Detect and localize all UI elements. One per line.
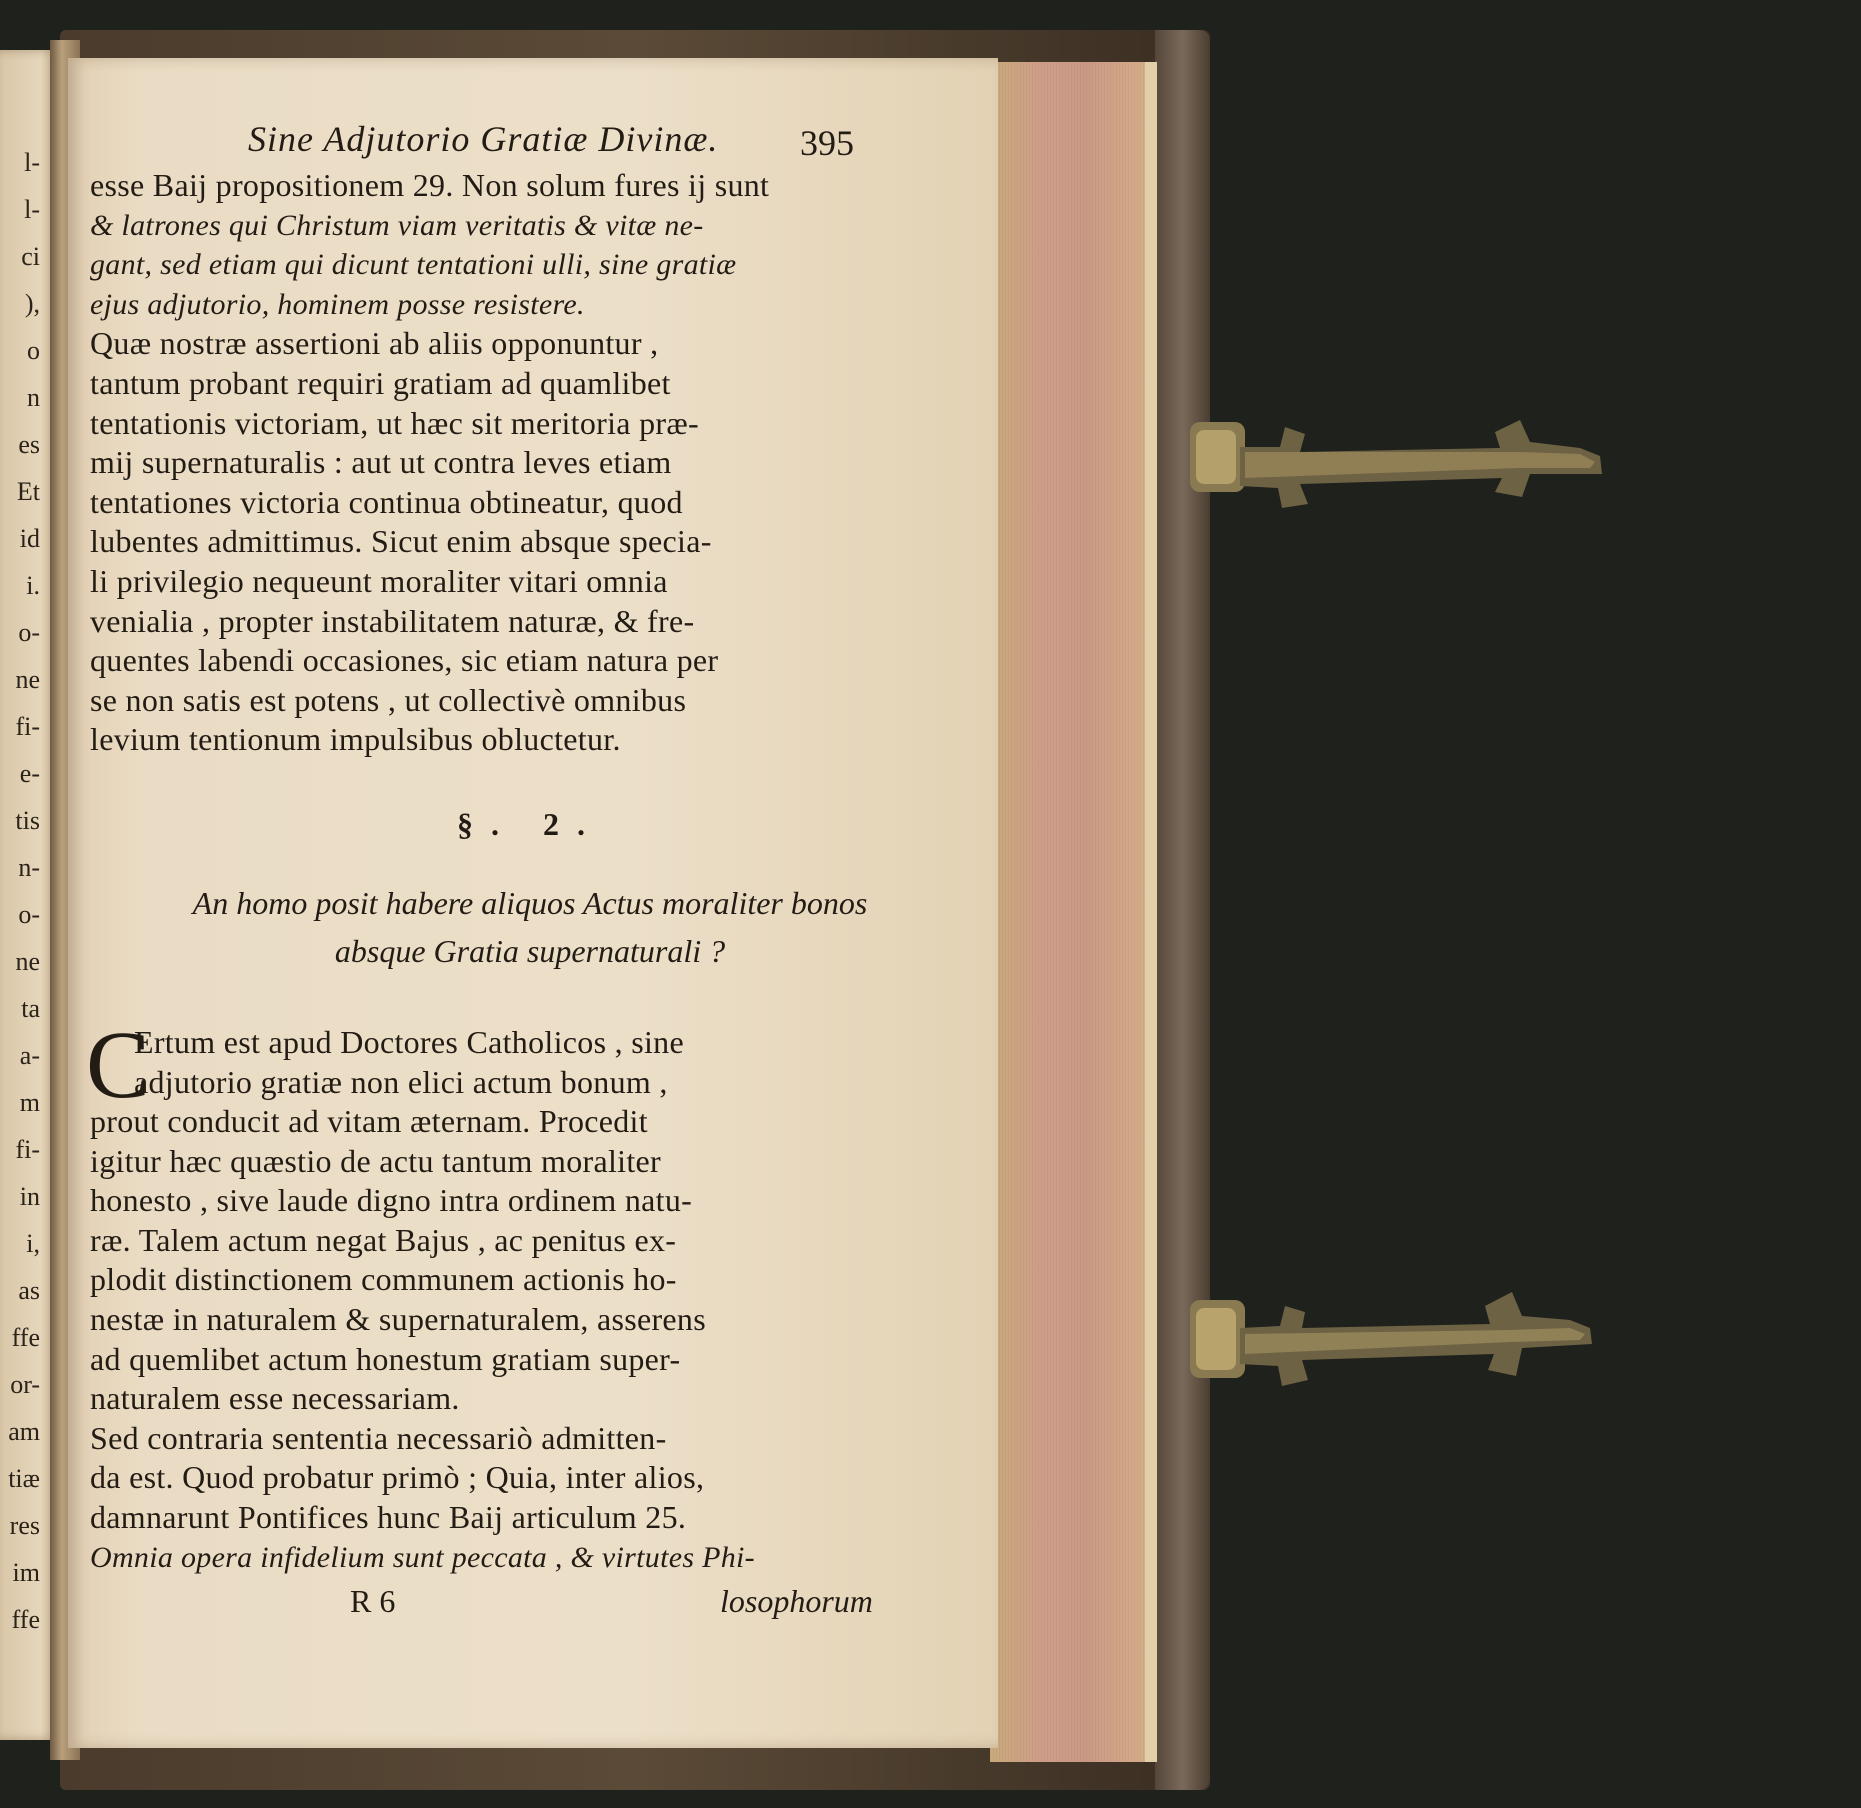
- paragraph-one: [90, 166, 970, 760]
- left-page-fragment: i.: [26, 571, 40, 600]
- book-cover-edge: [1155, 30, 1210, 1790]
- running-title: Sine Adjutorio Gratiæ Divinæ.: [248, 119, 719, 159]
- left-page-fragment: o-: [18, 618, 40, 647]
- signature-mark: R 6: [350, 1583, 396, 1620]
- text-line: & latrones qui Christum viam veritatis & vitæ ne-: [90, 208, 704, 242]
- text-line: damnarunt Pontifices hunc Baij articulum 25.: [90, 1499, 687, 1536]
- left-page-fragment: n-: [18, 853, 40, 882]
- left-page-fragment: m: [19, 1088, 40, 1117]
- text-line: Omnia opera infidelium sunt peccata , & virtutes Phi-: [90, 1540, 755, 1574]
- text-line: Ertum est apud Doctores Catholicos , sine: [134, 1023, 684, 1060]
- text-line: li privilegio nequeunt moraliter vitari omnia: [90, 562, 668, 599]
- paragraph-two-body: [90, 1102, 970, 1538]
- left-page-fragment: o-: [18, 900, 40, 929]
- left-page-fragment: ne: [15, 947, 40, 976]
- left-page-fragment: in: [19, 1182, 40, 1211]
- left-page-fragment: fi-: [15, 1135, 40, 1164]
- left-page-fragment: ),: [24, 289, 40, 318]
- text-line: venialia , propter instabilitatem naturæ, & fre-: [90, 602, 695, 639]
- page-footer: [90, 1583, 970, 1627]
- left-page-fragment: es: [18, 430, 40, 459]
- left-page-fragment: im: [12, 1558, 40, 1587]
- left-page-fragment: ta: [21, 994, 40, 1023]
- left-page-fragment: a-: [19, 1041, 40, 1070]
- page-block-inner-edge: [1145, 62, 1157, 1762]
- page-number: 395: [800, 123, 854, 163]
- left-page-fragment: tiæ: [8, 1464, 40, 1493]
- left-page-fragment: ne: [15, 665, 40, 694]
- left-page-fragment: e-: [19, 759, 40, 788]
- section-number: §. 2.: [457, 805, 603, 842]
- page-block-edge: [990, 62, 1150, 1762]
- text-line: naturalem esse necessariam.: [90, 1380, 460, 1417]
- left-page-fragment: id: [19, 524, 40, 553]
- clasp-icon: [1190, 1280, 1660, 1400]
- text-line: honesto , sive laude digno intra ordinem natu-: [90, 1182, 693, 1219]
- lower-clasp: [1190, 1280, 1660, 1350]
- left-page-fragment: l-: [24, 148, 40, 177]
- text-line: esse Baij propositionem 29. Non solum fures ij sunt: [90, 167, 770, 203]
- left-page-fragment: ci: [21, 242, 40, 271]
- clasp-icon: [1190, 412, 1660, 512]
- text-line: mij supernaturalis : aut ut contra leves etiam: [90, 444, 672, 481]
- left-page-fragment: tis: [15, 806, 40, 835]
- text-line: Sed contraria sententia necessariò admitten-: [90, 1419, 667, 1456]
- left-page-fragment: l-: [24, 195, 40, 224]
- left-page-fragment: o: [27, 336, 40, 365]
- text-line: ræ. Talem actum negat Bajus , ac penitus ex-: [90, 1221, 677, 1258]
- text-line: da est. Quod probatur primò ; Quia, inter alios,: [90, 1459, 705, 1496]
- heading-line: absque Gratia supernaturali ?: [334, 932, 726, 969]
- text-line: tentationes victoria continua obtineatur, quod: [90, 483, 683, 520]
- left-page-fragment: as: [18, 1276, 40, 1305]
- catchword: losophorum: [720, 1583, 873, 1620]
- left-page-fragment: n: [27, 383, 40, 412]
- left-page-fragment: am: [8, 1417, 40, 1446]
- text-line: Quæ nostræ assertioni ab aliis opponuntur ,: [90, 325, 659, 362]
- left-page-fragment: ffe: [11, 1605, 40, 1634]
- page-text: [86, 118, 970, 1627]
- left-page-fragment: fi-: [15, 712, 40, 741]
- text-line: ejus adjutorio, hominem posse resistere.: [90, 287, 585, 321]
- text-line: lubentes admittimus. Sicut enim absque specia-: [90, 523, 712, 560]
- paragraph-two: [86, 1010, 970, 1577]
- heading-line: An homo posit habere aliquos Actus moraliter bonos: [192, 884, 868, 921]
- left-page-fragment: Et: [16, 477, 40, 506]
- text-line: nestæ in naturalem & supernaturalem, asserens: [90, 1301, 706, 1338]
- text-line: prout conducit ad vitam æternam. Procedit: [90, 1103, 648, 1140]
- text-line: tantum probant requiri gratiam ad quamlibet: [90, 364, 671, 401]
- left-page-fragment: i,: [26, 1229, 40, 1258]
- text-line: quentes labendi occasiones, sic etiam natura per: [90, 642, 719, 679]
- left-page-fragment: ffe: [11, 1323, 40, 1352]
- text-line: ad quemlibet actum honestum gratiam super-: [90, 1340, 681, 1377]
- upper-clasp: [1190, 412, 1660, 482]
- drop-cap: C: [86, 1010, 151, 1118]
- text-line: plodit distinctionem communem actionis ho-: [90, 1261, 677, 1298]
- book-page: [68, 58, 998, 1748]
- text-line: gant, sed etiam qui dicunt tentationi ulli, sine gratiæ: [90, 248, 737, 282]
- left-page-fragment: or-: [10, 1370, 40, 1399]
- text-line: levium tentionum impulsibus obluctetur.: [90, 721, 621, 758]
- text-line: igitur hæc quæstio de actu tantum moraliter: [90, 1142, 662, 1179]
- running-header: [90, 118, 970, 166]
- text-line: se non satis est potens , ut collectivè omnibus: [90, 681, 687, 718]
- left-page-fragment: res: [9, 1511, 40, 1540]
- text-line: tentationis victoriam, ut hæc sit meritoria præ-: [90, 404, 699, 441]
- section-heading: [90, 879, 970, 975]
- text-line: adjutorio gratiæ non elici actum bonum ,: [134, 1063, 668, 1100]
